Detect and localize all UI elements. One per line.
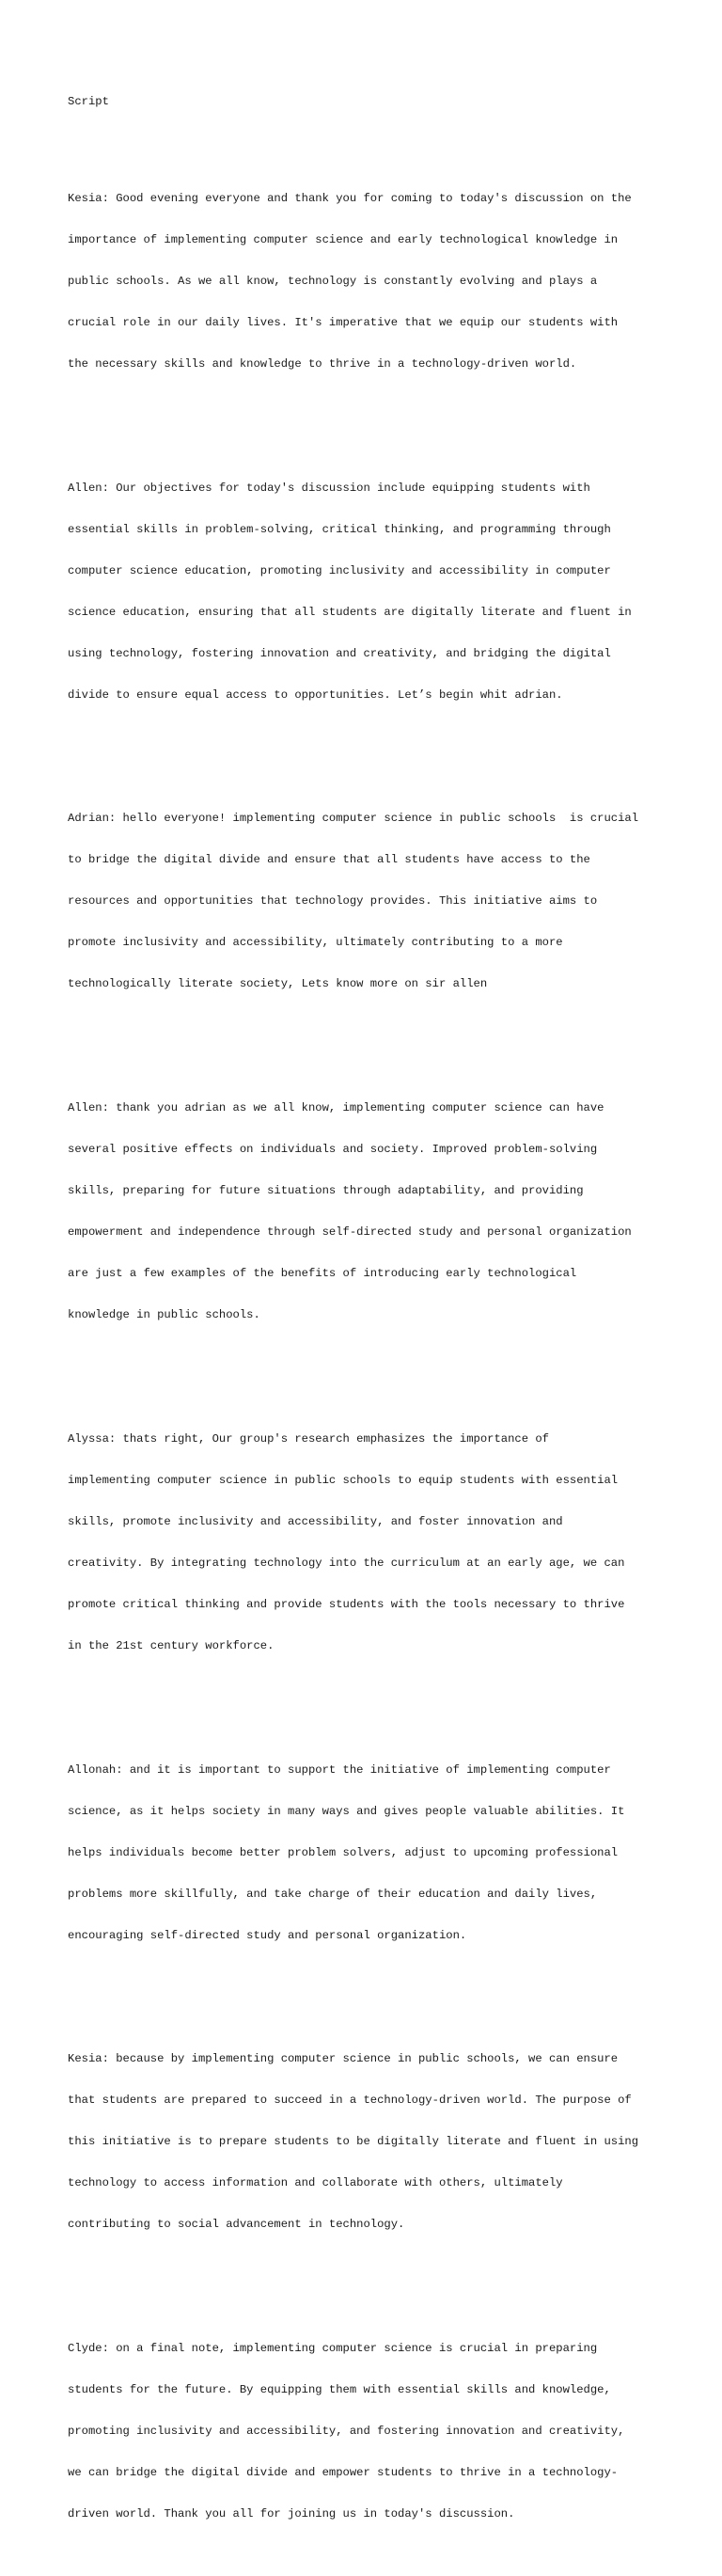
- paragraph-allen-benefits: [68, 1074, 669, 1350]
- text-line: Allonah: and it is important to support the initiative of implementing computer: [68, 1762, 611, 1777]
- text-line: computer science education, promoting inclusivity and accessibility in computer: [68, 563, 611, 577]
- text-line: promote critical thinking and provide students with the tools necessary to thrive: [68, 1597, 625, 1611]
- text-line: are just a few examples of the benefits of introducing early technological: [68, 1267, 577, 1281]
- paragraph-clyde-closing: [68, 2315, 669, 2549]
- text-line: technology to access information and collaborate with others, ultimately: [68, 2176, 563, 2190]
- text-line: several positive effects on individuals and society. Improved problem-solving: [68, 1143, 598, 1157]
- paragraph-adrian: [68, 784, 669, 1019]
- paragraph-allonah: [68, 1735, 669, 1969]
- text-line: science education, ensuring that all students are digitally literate and fluent in: [68, 605, 632, 619]
- text-line: skills, promote inclusivity and accessibility, and foster innovation and: [68, 1514, 563, 1528]
- text-line: empowerment and independence through self-directed study and personal organization: [68, 1225, 632, 1240]
- text-line: the necessary skills and knowledge to thrive in a technology-driven world.: [68, 356, 577, 371]
- text-line: knowledge in public schools.: [68, 1308, 260, 1321]
- text-line: technologically literate society, Lets know more on sir allen: [68, 977, 488, 991]
- text-line: to bridge the digital divide and ensure that all students have access to the: [68, 853, 590, 867]
- text-line: creativity. By integrating technology into the curriculum at an early age, we can: [68, 1556, 625, 1570]
- text-line: Alyssa: thats right, Our group's research emphasizes the importance of: [68, 1431, 549, 1446]
- text-line: encouraging self-directed study and personal organization.: [68, 1928, 467, 1942]
- text-line: helps individuals become better problem solvers, adjust to upcoming professional: [68, 1845, 619, 1859]
- text-line: problems more skillfully, and take charge of their education and daily lives,: [68, 1887, 598, 1901]
- text-line: Allen: thank you adrian as we all know, implementing computer science can have: [68, 1101, 604, 1115]
- paragraph-kesia-opening: [68, 165, 669, 399]
- text-line: we can bridge the digital divide and empower students to thrive in a technology-: [68, 2466, 619, 2480]
- text-line: in the 21st century workforce.: [68, 1638, 275, 1652]
- text-line: Adrian: hello everyone! implementing computer science in public schools is crucial: [68, 812, 639, 826]
- text-line: contributing to social advancement in technology.: [68, 2218, 405, 2232]
- paragraph-kesia-purpose: [68, 2025, 669, 2259]
- text-line: crucial role in our daily lives. It's imperative that we equip our students with: [68, 315, 619, 329]
- text-line: skills, preparing for future situations through adaptability, and providing: [68, 1184, 584, 1198]
- text-line: Allen: Our objectives for today's discussion include equipping students with: [68, 481, 590, 495]
- text-line: Kesia: Good evening everyone and thank you for coming to today's discussion on the: [68, 191, 632, 205]
- text-line: science, as it helps society in many ways and gives people valuable abilities. It: [68, 1804, 625, 1818]
- text-line: essential skills in problem-solving, critical thinking, and programming through: [68, 522, 611, 536]
- paragraph-alyssa: [68, 1405, 669, 1681]
- text-line: implementing computer science in public schools to equip students with essential: [68, 1473, 619, 1487]
- paragraph-allen-objectives: [68, 453, 669, 729]
- text-line: that students are prepared to succeed in a technology-driven world. The purpose of: [68, 2094, 632, 2108]
- text-line: Clyde: on a final note, implementing computer science is crucial in preparing: [68, 2342, 598, 2356]
- text-line: promoting inclusivity and accessibility, and fostering innovation and creativity,: [68, 2425, 625, 2439]
- text-line: promote inclusivity and accessibility, ultimately contributing to a more: [68, 936, 563, 950]
- text-line: divide to ensure equal access to opportunities. Let’s begin whit adrian.: [68, 687, 563, 702]
- text-line: Kesia: because by implementing computer science in public schools, we can ensure: [68, 2052, 619, 2066]
- text-line: using technology, fostering innovation and creativity, and bridging the digital: [68, 646, 611, 660]
- text-line: resources and opportunities that technology provides. This initiative aims to: [68, 894, 598, 909]
- document-page: [68, 68, 669, 2576]
- text-line: students for the future. By equipping them with essential skills and knowledge,: [68, 2383, 611, 2397]
- text-line: public schools. As we all know, technology is constantly evolving and plays a: [68, 274, 598, 288]
- text-line: driven world. Thank you all for joining us in today's discussion.: [68, 2507, 515, 2521]
- document-title: Script: [68, 95, 109, 109]
- text-line: importance of implementing computer science and early technological knowledge in: [68, 232, 619, 246]
- text-line: this initiative is to prepare students to be digitally literate and fluent in using: [68, 2135, 639, 2149]
